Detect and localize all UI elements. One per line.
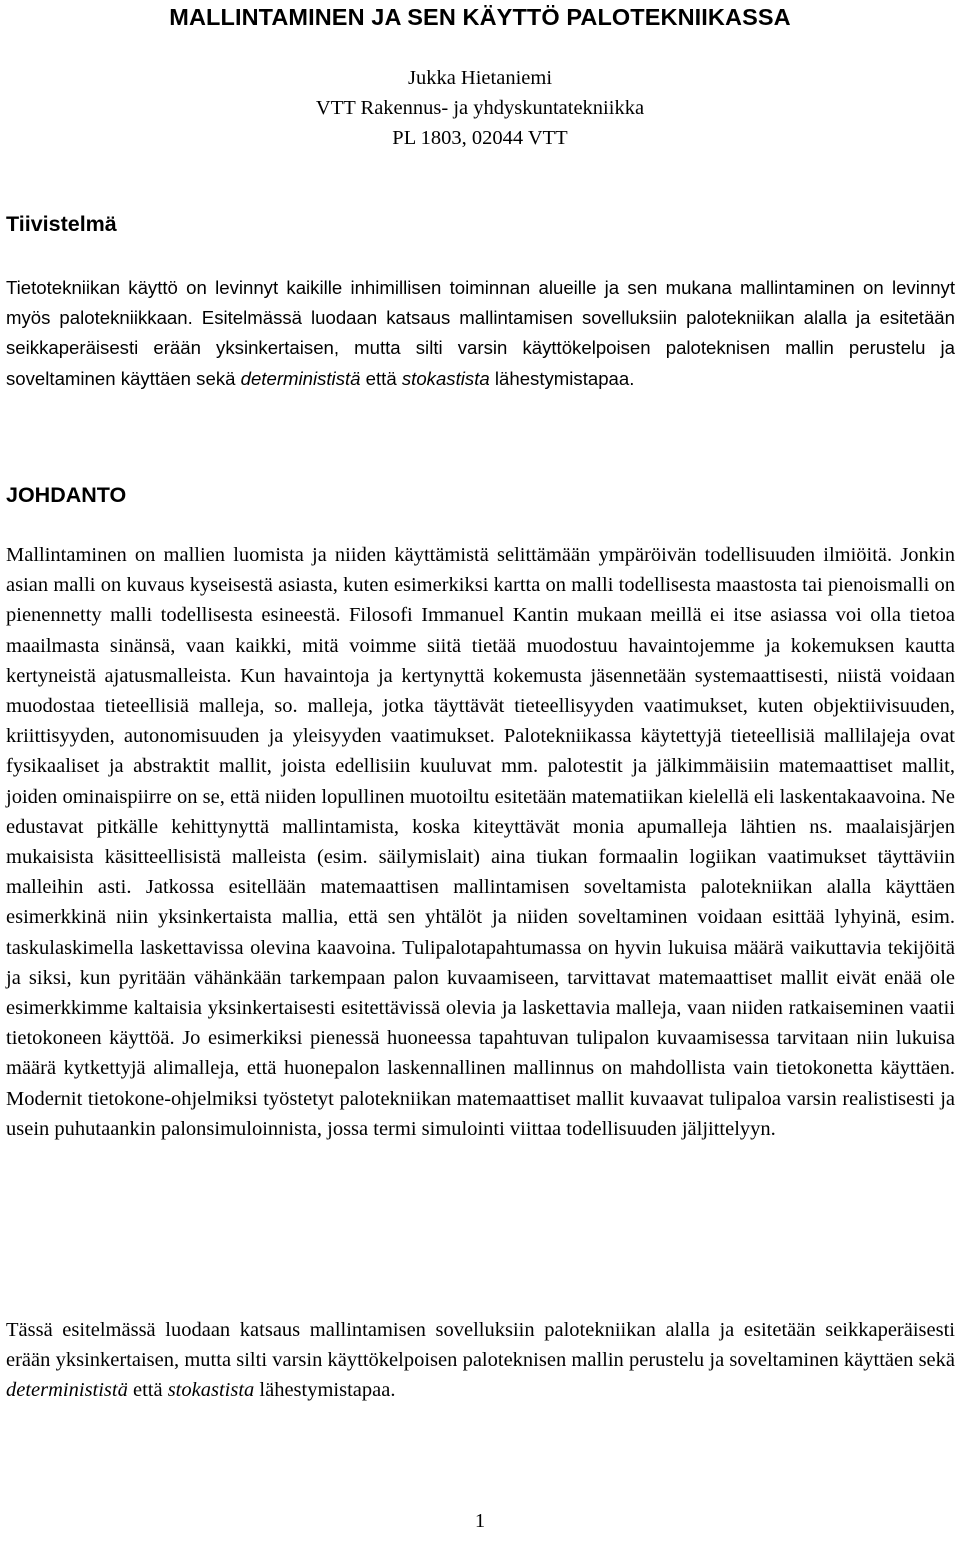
paragraph2-emphasis-stochastic: stokastista xyxy=(167,1379,255,1402)
abstract-emphasis-stochastic: stokastista xyxy=(401,367,490,389)
author-address: PL 1803, 02044 VTT xyxy=(392,127,568,149)
abstract-emphasis-deterministic: determinististä xyxy=(240,367,361,389)
paragraph2-part2: että xyxy=(132,1379,163,1402)
introduction-heading: JOHDANTO xyxy=(6,483,127,507)
abstract-text-part1: Tietotekniikan käyttö on levinnyt kaikille inhimillisen toiminnan alueille ja sen mukana mallintaminen on levinnyt myös palotekniikkaan. Esitelmässä luodaan katsaus mallintamisen sovelluksiin palotekniikan alalla ja esitetään seikkaperäisesti erään yksinkertaisen, mutta silti varsin käyttökelpoisen paloteknisen mallin perustelu ja soveltaminen käyttäen sekä xyxy=(6,277,955,389)
abstract-heading: Tiivistelmä xyxy=(6,212,117,236)
abstract-text xyxy=(6,273,955,394)
author-name: Jukka Hietaniemi xyxy=(407,67,553,89)
introduction-paragraph-2 xyxy=(6,1315,955,1406)
document-title: MALLINTAMINEN JA SEN KÄYTTÖ PALOTEKNIIKASSA xyxy=(169,4,791,30)
introduction-paragraph-1: Mallintaminen on mallien luomista ja niiden käyttämistä selittämään ympäröivän todellisuuden ilmiöitä. Jonkin asian malli on kuvaus kyseisestä asiasta, kuten esimerkiksi kartta on malli todellisesta maastosta tai pienoismalli on pienennetty malli todellisesta esineestä. Filosofi Immanuel Kantin mukaan meillä ei itse asiassa voi olla tietoa maailmasta sinänsä, vaan kaikki, mitä voimme siitä tietää muodostuu havaintojemme ja kokemuksen kautta kertyneistä ajatusmalleista. Kun havaintoja ja kertynyttä kokemusta jäsennetään systemaattisesti, niistä voidaan muodostaa tieteellisiä malleja, so. malleja, jotka täyttävät tieteellisyyden vaatimukset, kuten objektiivisuuden, kriittisyyden, autonomisuuden ja yleisyyden vaatimukset. Palotekniikassa käytettyjä tieteellisiä mallilajeja ovat fysikaaliset ja abstraktit mallit, joista edellisiin kuuluvat mm. palotestit ja jälkimmäisiin matemaattiset mallit, joiden ominaispiirre on se, että niiden lopullinen muotoiltu esitetään matematiikan kielellä eli laskentakaavoina. Ne edustavat pitkälle kehittynyttä mallintamista, koska kiteyttävät monia apumalleja lähtien ns. maalaisjärjen mukaisista käsitteellisistä malleista (esim. säilymislait) aina tiukan formaalin logiikan vaatimukset täyttäviin malleihin asti. Jatkossa esitellään matemaattisen mallintamisen soveltamista palotekniikan alalla käyttäen esimerkkinä niin yksinkertaista mallia, että sen yhtälöt ja niiden soveltaminen voidaan esittää lyhyinä, esim. taskulaskimella laskettavissa olevina kaavoina. Tulipalotapahtumassa on hyvin lukuisa määrä vaikuttavia tekijöitä ja siksi, kun pyritään vähänkään tarkempaan palon kuvaamiseen, tarvittavat matemaattiset mallit eivät enää ole esimerkkimme kaltaisia yksinkertaisesti esitettävissä olevia ja laskettavia malleja, vaan niiden ratkaiseminen vaatii tietokoneen käyttöä. Jo esimerkiksi pienessä huoneessa tapahtuvan tulipalon kuvaamisessa tarvitaan niin lukuisa määrä kytkettyjä alimalleja, että huonepalon laskennallinen mallinnus on mahdollista vain tietokonetta käyttäen. Modernit tietokone-ohjelmiksi työstetyt palotekniikan matemaattiset mallit kuvaavat tulipaloa varsin realistisesti ja usein puhutaankin palonsimuloinnista, jossa termi simulointi viittaa todellisuuden jäljittelyyn. xyxy=(6,544,955,1140)
page-number: 1 xyxy=(474,1510,486,1532)
author-block xyxy=(0,63,960,153)
abstract-text-part2: että xyxy=(365,367,397,389)
paragraph2-emphasis-deterministic: determinististä xyxy=(6,1379,128,1402)
author-affiliation: VTT Rakennus- ja yhdyskuntatekniikka xyxy=(315,97,645,119)
paragraph2-part3: lähestymistapaa. xyxy=(259,1379,396,1402)
paragraph2-part1: Tässä esitelmässä luodaan katsaus mallintamisen sovelluksiin palotekniikan alalla ja esitetään seikkaperäisesti erään yksinkertaisen, mutta silti varsin käyttökelpoisen paloteknisen mallin perustelu ja soveltaminen käyttäen sekä xyxy=(6,1319,955,1372)
abstract-text-part3: lähestymistapaa. xyxy=(494,367,635,389)
